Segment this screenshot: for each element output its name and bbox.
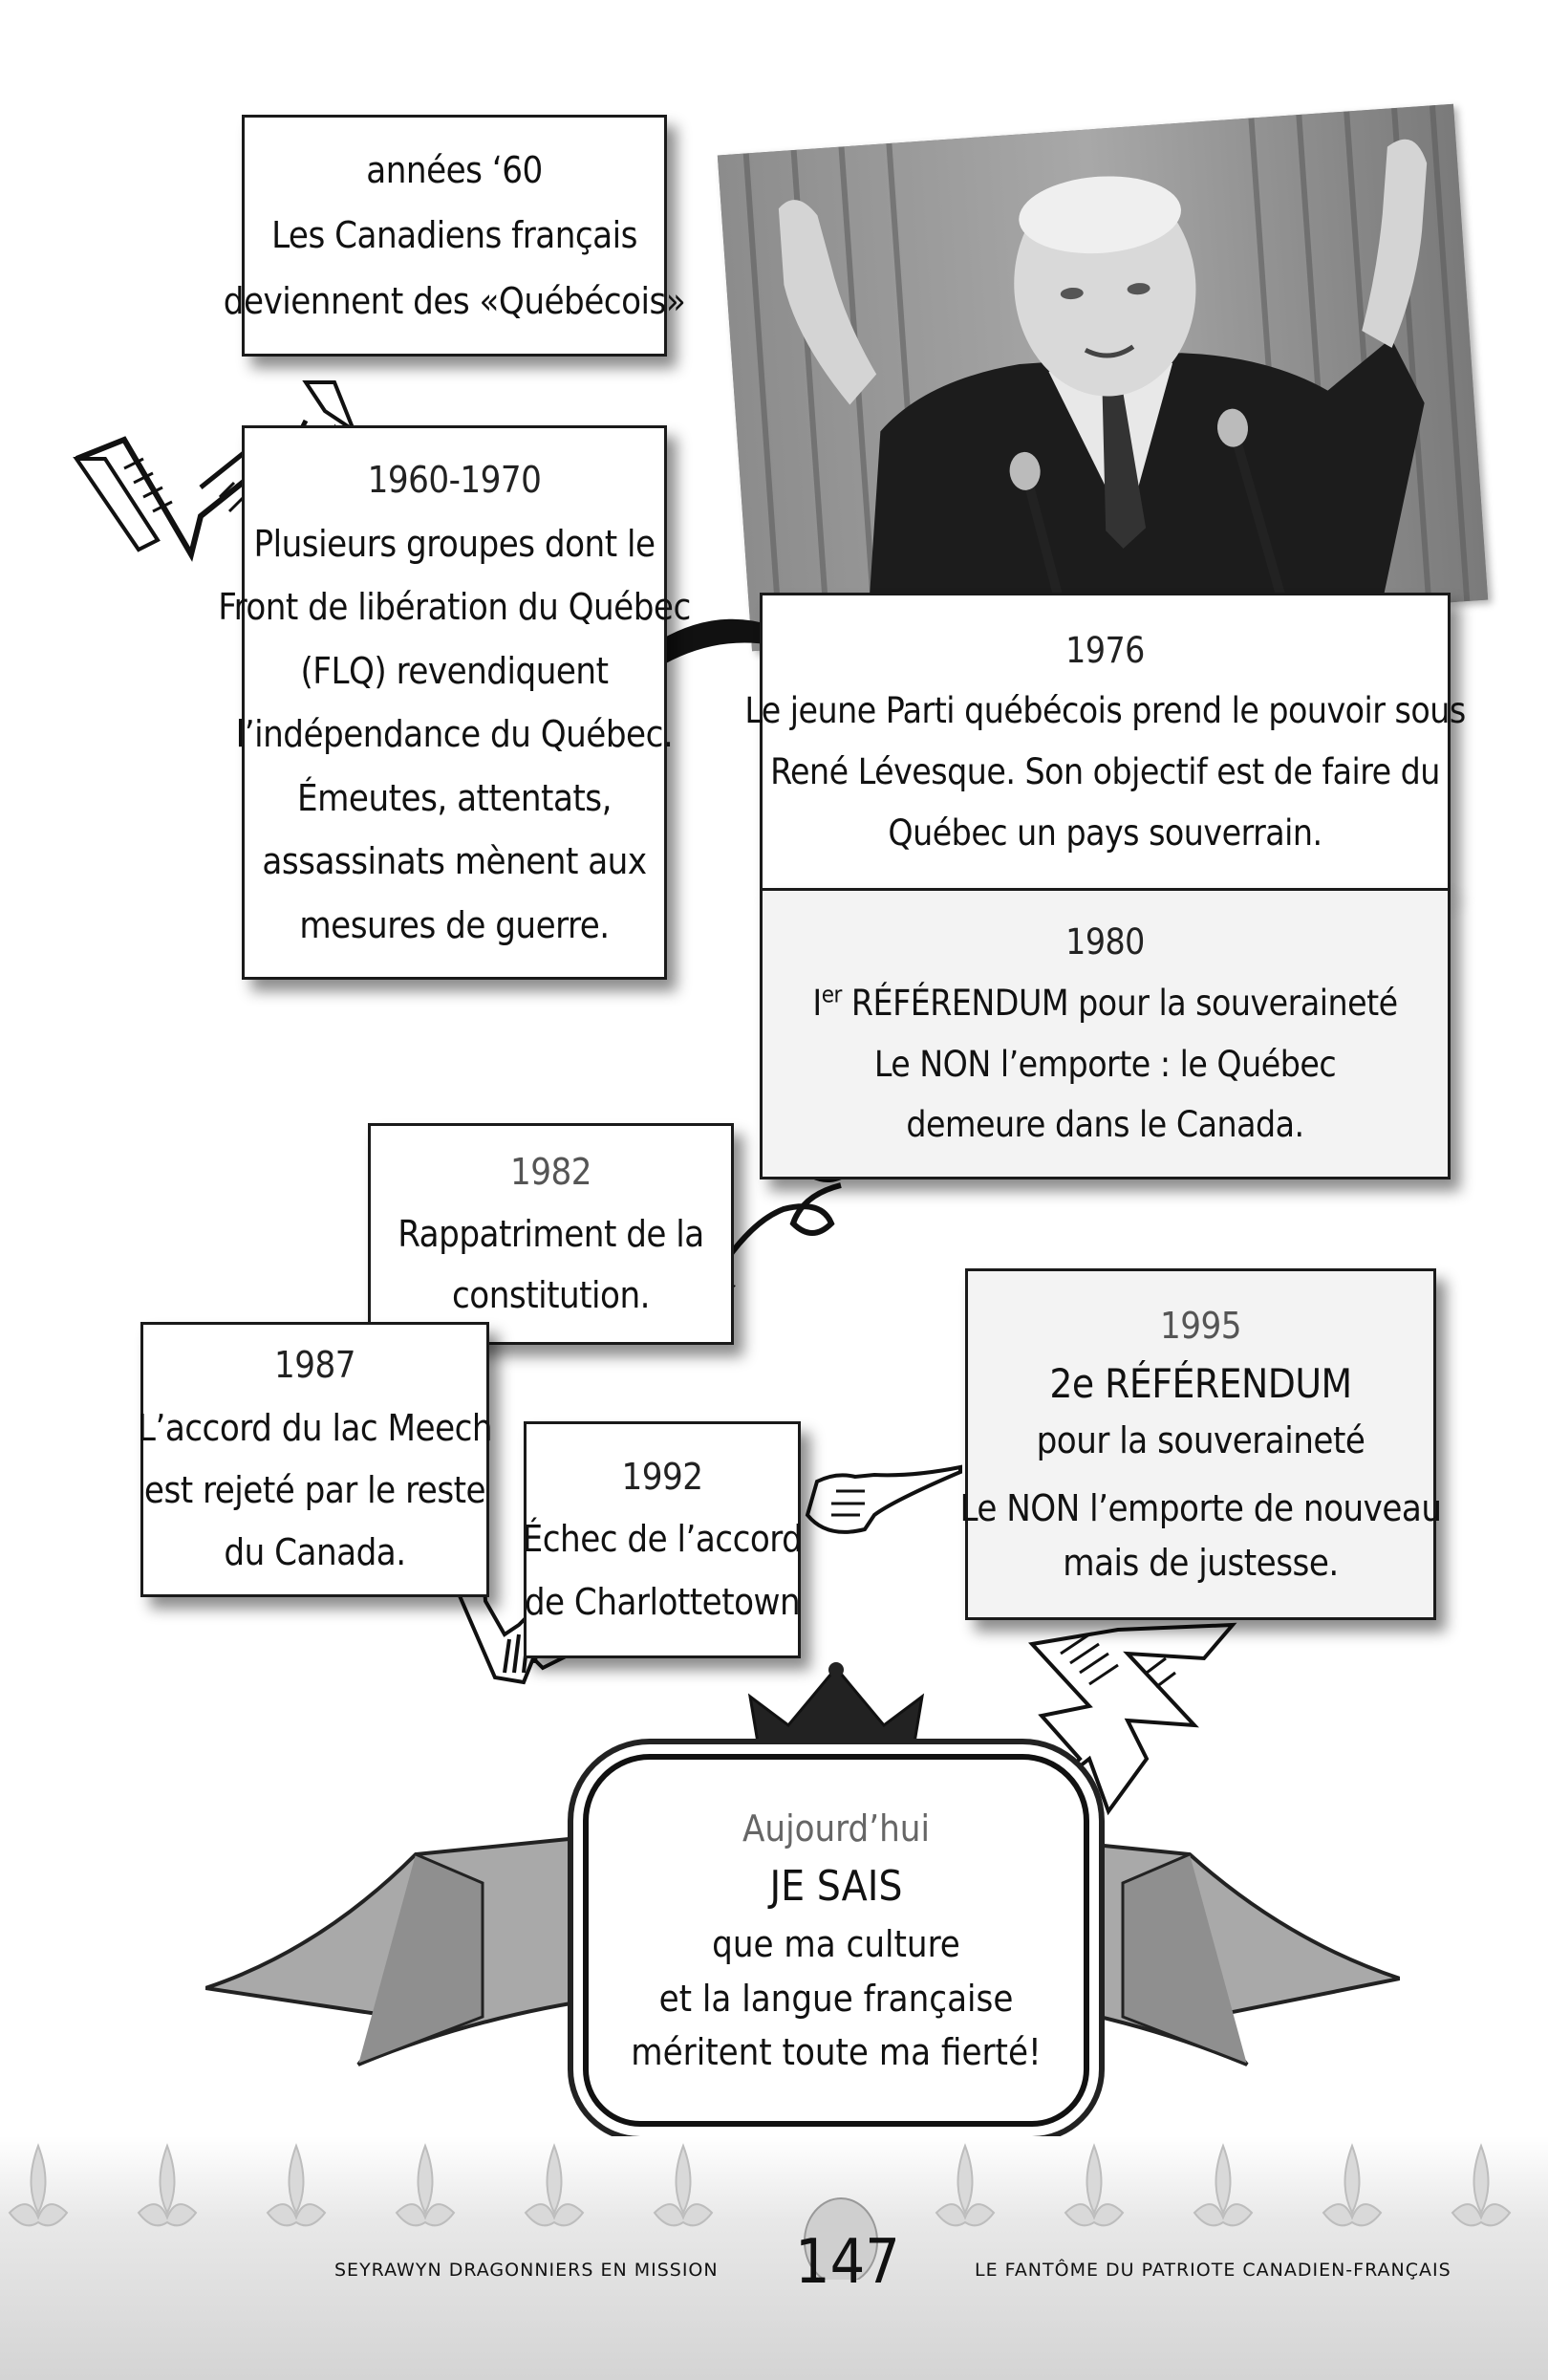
box-line: Échec de l’accord [522, 1518, 803, 1561]
box-year: 1987 [274, 1344, 355, 1387]
timeline-box-1982 [368, 1123, 734, 1345]
today-line: que ma culture [712, 1923, 960, 1966]
box-line: Le NON l’emporte de nouveau [959, 1486, 1442, 1529]
box-year: 1980 [1065, 921, 1145, 963]
box-line: L’accord du lac Meech [137, 1406, 493, 1449]
box-year: 1995 [1160, 1304, 1241, 1347]
timeline-box-1980 [760, 888, 1451, 1179]
fleur-de-lis-row-icon [0, 2127, 1548, 2280]
crown-ornament-icon [741, 1658, 932, 1763]
box-line: deviennent des «Québécois» [223, 279, 686, 322]
ordinal-sup: er [821, 981, 842, 1008]
box-line: Rappatriment de la [398, 1212, 704, 1255]
referendum-text: RÉFÉRENDUM pour la souveraineté [841, 982, 1398, 1024]
box-line: de Charlottetown [524, 1580, 801, 1623]
today-line: JE SAIS [769, 1862, 903, 1912]
box-line: 2e RÉFÉRENDUM [1049, 1359, 1352, 1407]
box-line: est rejeté par le reste [143, 1469, 486, 1511]
box-line: constitution. [452, 1274, 650, 1317]
box-year: 1960-1970 [367, 459, 542, 501]
box-line: années ‘60 [366, 148, 543, 191]
timeline-box-1995 [959, 1268, 1442, 1620]
box-line: Le jeune Parti québécois prend le pouvoir sous [744, 690, 1466, 732]
footer-book-title: LE FANTÔME DU PATRIOTE CANADIEN-FRANÇAIS [975, 2260, 1451, 2281]
timeline-box-1987 [137, 1322, 493, 1597]
timeline-box-1960-1970 [218, 425, 691, 980]
speaker-photo-art [718, 104, 1488, 652]
today-frame [583, 1754, 1089, 2127]
timeline-box-1960s [223, 115, 686, 357]
box-line: du Canada. [224, 1531, 406, 1574]
today-line: Aujourd’hui [742, 1807, 930, 1850]
box-line: l’indépendance du Québec. [235, 713, 674, 755]
page-number: 147 [795, 2227, 900, 2298]
today-line: et la langue française [658, 1977, 1014, 2020]
footer-series-title: SEYRAWYN DRAGONNIERS EN MISSION [334, 2260, 719, 2281]
box-line: (FLQ) revendiquent [300, 649, 609, 692]
timeline-box-1976 [744, 593, 1466, 891]
ordinal-prefix: I [812, 982, 822, 1024]
box-line: pour la souveraineté [1036, 1418, 1365, 1461]
box-line: mais de justesse. [1063, 1541, 1339, 1584]
box-line-referendum [812, 973, 1397, 1034]
box-year: 1992 [621, 1455, 703, 1498]
speaker-photo [718, 104, 1488, 652]
box-line: demeure dans le Canada. [906, 1104, 1304, 1146]
timeline-box-1992 [524, 1421, 801, 1658]
box-line: Les Canadiens français [271, 214, 637, 257]
box-line: Émeutes, attentats, [297, 776, 612, 819]
box-year: 1976 [1065, 629, 1145, 671]
box-line: Québec un pays souverrain. [888, 811, 1322, 854]
box-line: Front de libération du Québec [218, 586, 691, 628]
box-line: Plusieurs groupes dont le [253, 522, 656, 565]
today-line: méritent toute ma fierté! [631, 2030, 1042, 2073]
box-year: 1982 [510, 1151, 591, 1194]
box-line: assassinats mènent aux [262, 840, 647, 882]
pointing-hand-icon [798, 1448, 965, 1544]
box-line: mesures de guerre. [299, 903, 610, 946]
box-line: Le NON l’emporte : le Québec [873, 1043, 1337, 1085]
box-line: René Lévesque. Son objectif est de faire du [770, 751, 1440, 792]
